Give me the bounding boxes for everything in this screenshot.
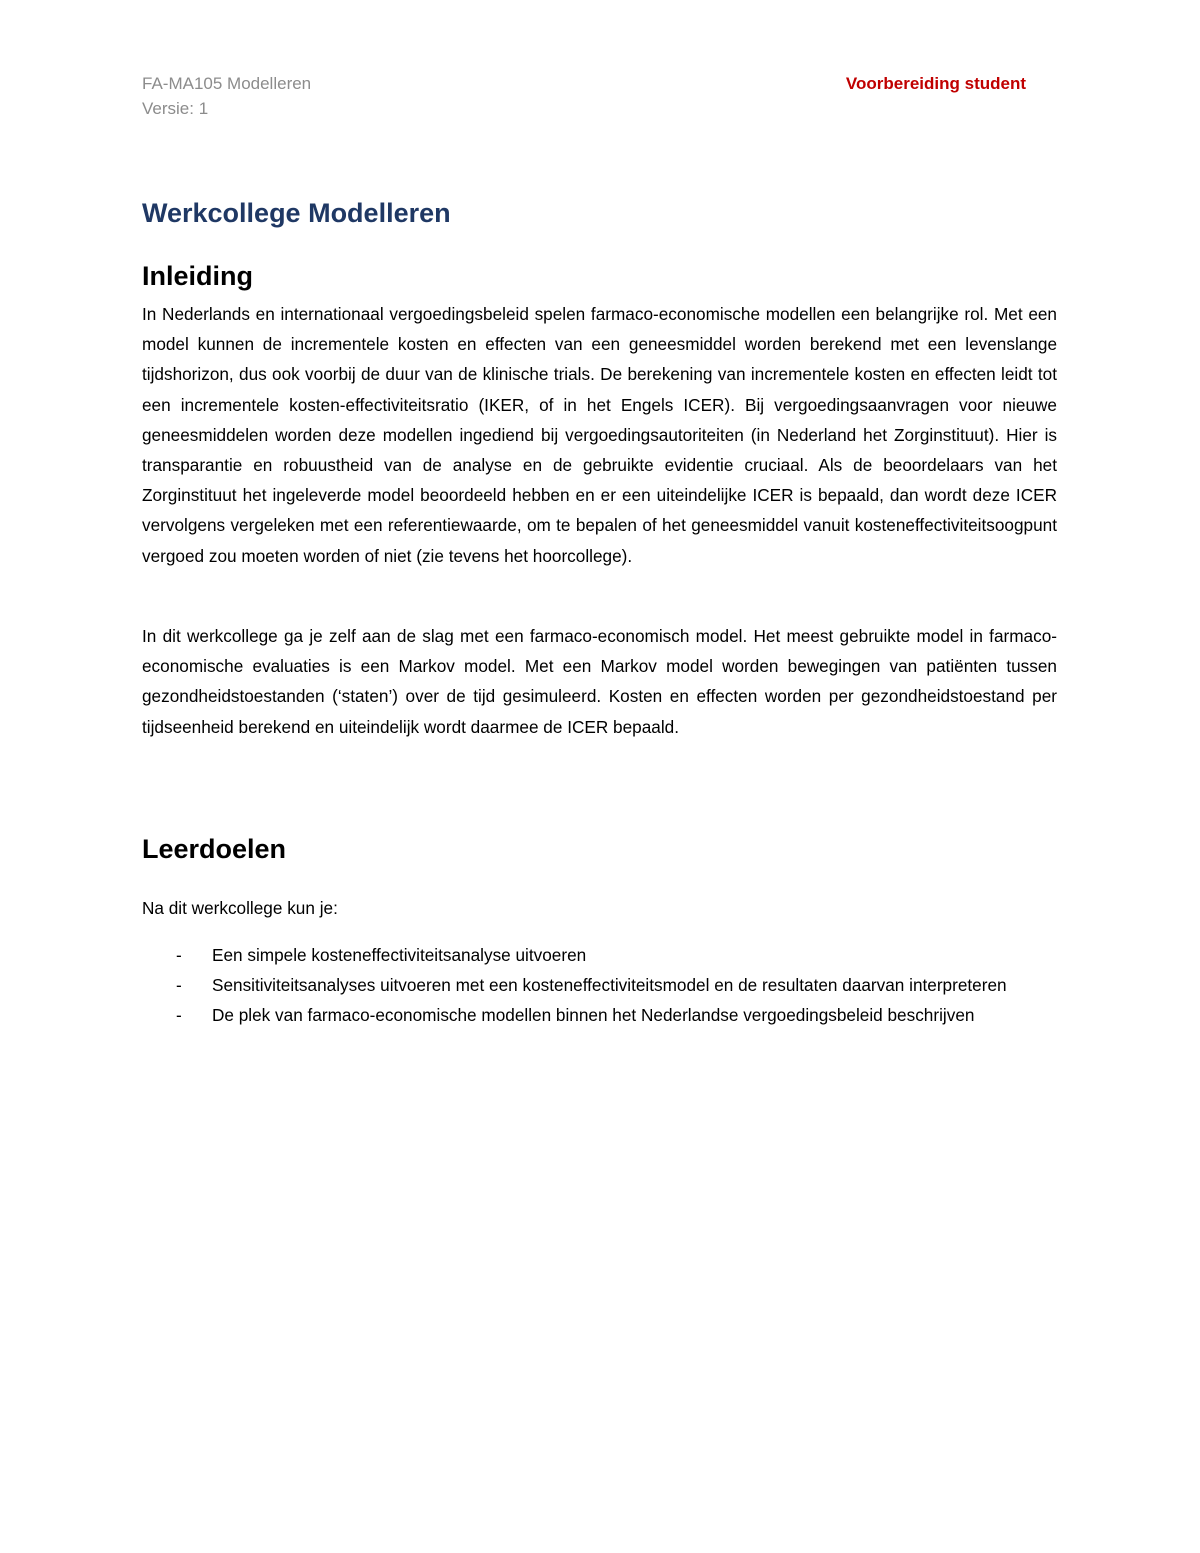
page-header-left: [142, 71, 311, 121]
dash-bullet: -: [176, 1005, 182, 1026]
objectives-intro: Na dit werkcollege kun je:: [142, 898, 338, 918]
list-item-text: De plek van farmaco-economische modellen binnen het Nederlandse vergoedingsbeleid beschrijven: [212, 1005, 975, 1026]
dash-bullet: -: [176, 975, 182, 996]
audience-label: Voorbereiding student: [845, 74, 1026, 93]
section-heading-inleiding: Inleiding: [142, 261, 253, 291]
paragraph: In dit werkcollege ga je zelf aan de slag met een farmaco-economisch model. Het meest gebruikte model in farmaco-economische evaluaties is een Markov model. Met een Markov model worden bewegingen van patiënten tussen gezondheidstoestanden (‘staten’) over de tijd gesimuleerd. Kosten en effecten worden per gezondheidstoestand per tijdseenheid berekend en uiteindelijk wordt daarmee de ICER bepaald.: [142, 626, 1057, 737]
paragraph: In Nederlands en internationaal vergoedingsbeleid spelen farmaco-economische modellen een belangrijke rol. Met een model kunnen de incrementele kosten en effecten van een geneesmiddel worden berekend met een levenslange tijdshorizon, dus ook voorbij de duur van de klinische trials. De berekening van incrementele kosten en effecten leidt tot een incrementele kosten-effectiviteitsratio (IKER, of in het Engels ICER). Bij vergoedingsaanvragen voor nieuwe geneesmiddelen worden deze modellen ingediend bij vergoedingsautoriteiten (in Nederland het Zorginstituut). Hier is transparantie en robuustheid van de analyse en de gebruikte evidentie cruciaal. Als de beoordelaars van het Zorginstituut het ingeleverde model beoordeeld hebben en er een uiteindelijke ICER is bepaald, dan wordt deze ICER vervolgens vergeleken met een referentiewaarde, om te bepalen of het geneesmiddel vanuit kosteneffectiviteitsoogpunt vergoed zou moeten worden of niet (zie tevens het hoorcollege).: [142, 304, 1057, 566]
list-item-text: Een simpele kosteneffectiviteitsanalyse uitvoeren: [212, 945, 587, 965]
learning-objectives-list: [142, 940, 1057, 1031]
list-item: [142, 1000, 1057, 1030]
section-heading-leerdoelen: Leerdoelen: [142, 834, 287, 864]
course-code: FA-MA105 Modelleren: [142, 74, 312, 93]
version-label: Versie: 1: [142, 99, 209, 118]
dash-bullet: -: [176, 945, 182, 965]
list-item: [142, 970, 1057, 1000]
document-title: Werkcollege Modelleren: [142, 198, 451, 228]
list-item-text: Sensitiviteitsanalyses uitvoeren met een kosteneffectiviteitsmodel en de resultaten daarvan interpreteren: [212, 975, 1007, 996]
list-item: [142, 940, 1057, 970]
